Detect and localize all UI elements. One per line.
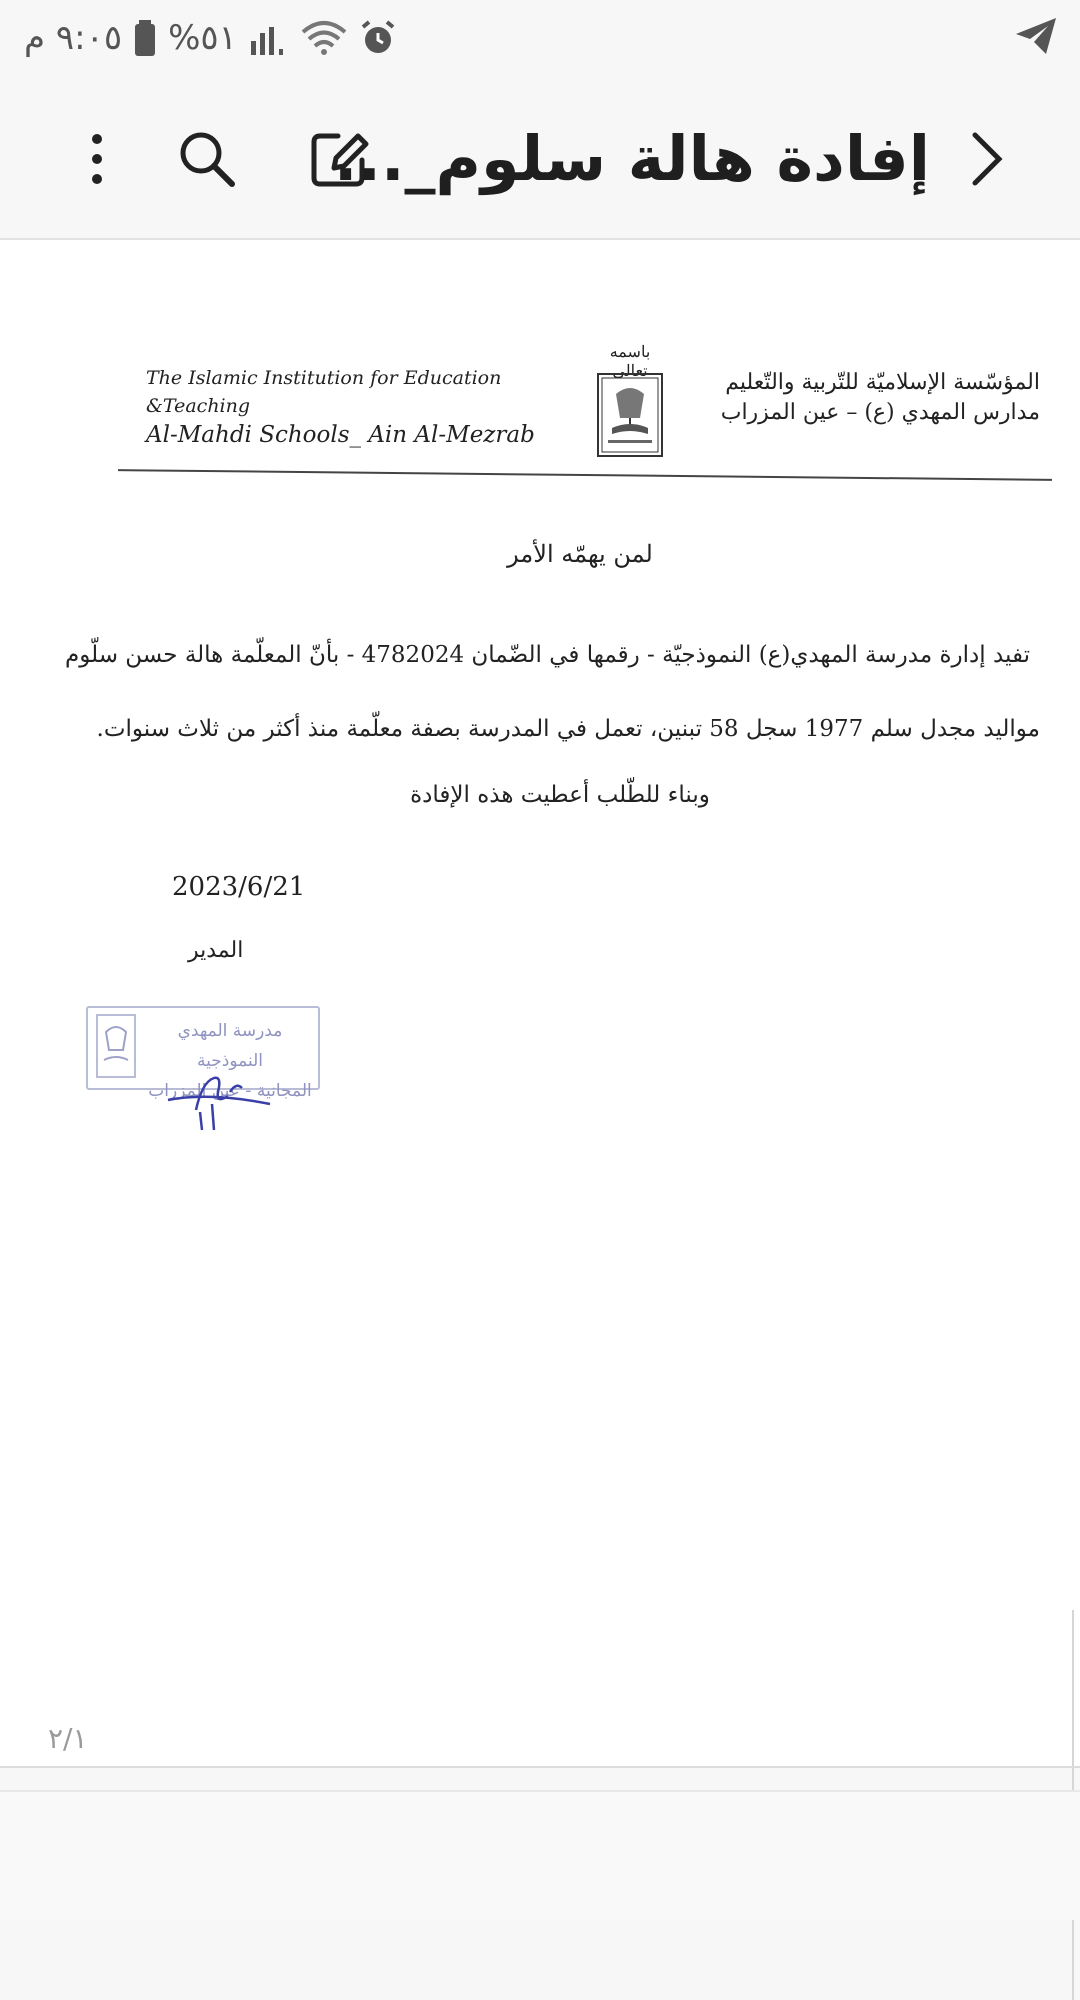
header-divider [118, 469, 1052, 481]
header-english-line1: The Islamic Institution for Education &Teaching [146, 367, 502, 417]
status-time: ٩:٠٥ م [24, 18, 123, 58]
next-page-area[interactable] [0, 1792, 1080, 1920]
header-english-line2: Al-Mahdi Schools_ Ain Al-Mezrab [146, 422, 535, 448]
app-bar [0, 76, 1080, 240]
status-left-group [24, 14, 397, 62]
director-label: المدير [188, 938, 244, 963]
header-english [146, 364, 586, 450]
alarm-icon [359, 19, 397, 57]
wifi-icon [301, 20, 347, 56]
body-line-2: مواليد مجدل سلم 1977 سجل 58 تبنين، تعمل في المدرسة بصفة معلّمة منذ أكثر من ثلاث سنوات. [96, 716, 1040, 742]
bismillah: باسمه تعالى [609, 342, 651, 380]
body-line-3: وبناء للطّلب أعطيت هذه الإفادة [410, 782, 710, 808]
stamp-text-line1: مدرسة المهدي النموذجية [177, 1021, 283, 1071]
telegram-icon [1014, 16, 1058, 60]
stamp-emblem-icon [96, 1014, 136, 1078]
back-chevron-icon[interactable] [952, 124, 1022, 194]
salutation: لمن يهمّه الأمر [507, 540, 653, 568]
stamp-text-line2: المجانية - عين المزراب [148, 1081, 312, 1101]
header-arabic [680, 368, 1040, 428]
more-vert-icon[interactable] [62, 124, 132, 194]
document-page[interactable] [0, 240, 1080, 1768]
school-logo [596, 372, 664, 458]
battery-percent: %٥١ [168, 18, 237, 58]
document-title: إفادة هالة سلوم_... [333, 122, 930, 195]
search-icon[interactable] [172, 124, 242, 194]
director-signature [160, 1052, 280, 1132]
battery-icon [134, 20, 156, 56]
header-arabic-line2: مدارس المهدي (ع) – عين المزراب [720, 400, 1040, 425]
status-bar [0, 0, 1080, 76]
header-arabic-line1: المؤسّسة الإسلاميّة للتّربية والتّعليم [725, 370, 1040, 395]
page-indicator: ٢/١ [48, 1722, 88, 1755]
document-date: 2023/6/21 [172, 872, 306, 902]
page-bottom-divider [0, 1766, 1080, 1768]
signal-icon [249, 21, 289, 55]
body-line-1: تفيد إدارة مدرسة المهدي(ع) النموذجيّة - رقمها في الضّمان 4782024 - بأنّ المعلّمة هالة حسن سلّوم [64, 642, 1030, 668]
